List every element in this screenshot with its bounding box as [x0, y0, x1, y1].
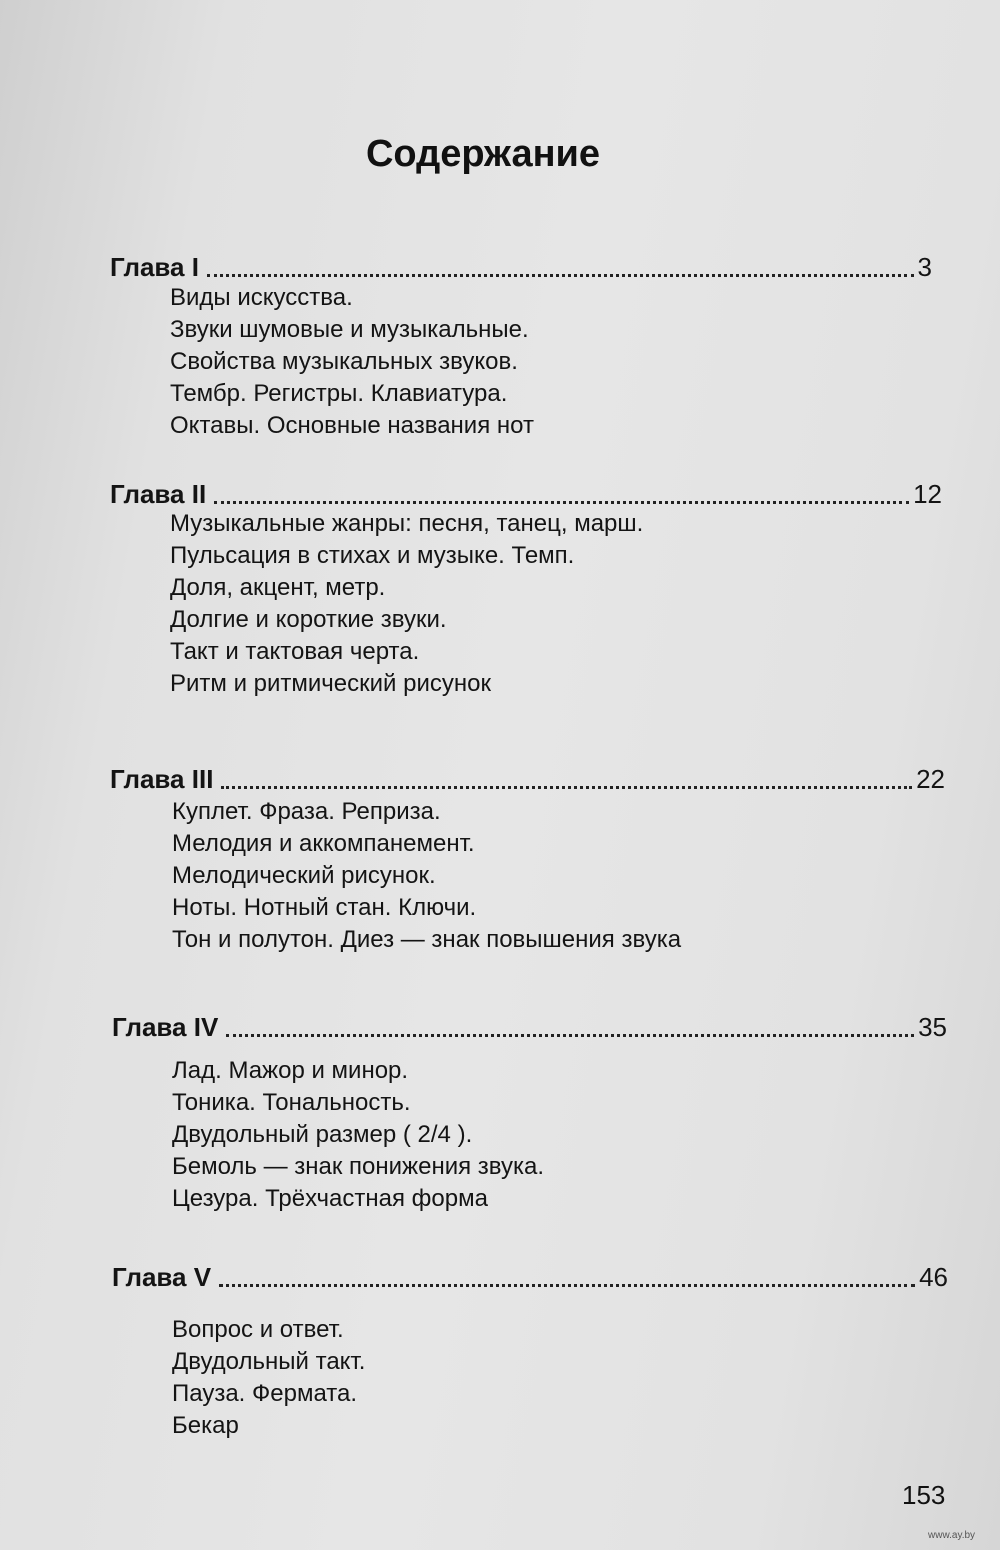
chapter-page-number: 3	[917, 252, 932, 282]
list-item: Тембр. Регистры. Клавиатура.	[170, 380, 508, 407]
chapter-page-number: 22	[916, 764, 945, 794]
dot-leader	[226, 1034, 914, 1037]
list-item: Звуки шумовые и музыкальные.	[170, 316, 529, 343]
chapter-label: Глава V	[112, 1262, 212, 1292]
topic-list	[172, 796, 681, 956]
bleed-through-decoration	[764, 20, 770, 43]
list-item: Пульсация в стихах и музыке. Темп.	[170, 542, 575, 569]
chapter-label: Глава II	[110, 479, 207, 509]
list-item: Музыкальные жанры: песня, танец, марш.	[170, 510, 644, 537]
dot-leader	[221, 786, 912, 789]
list-item: Свойства музыкальных звуков.	[170, 348, 518, 375]
chapter-label: Глава III	[110, 764, 214, 794]
list-item: Тон и полутон. Диез — знак повышения звука	[172, 926, 682, 953]
topic-list	[170, 508, 643, 700]
chapter-page-number: 12	[913, 479, 942, 509]
list-item: Вопрос и ответ.	[172, 1316, 344, 1343]
watermark: www.ay.by	[928, 1530, 976, 1541]
list-item: Виды искусства.	[170, 284, 353, 311]
list-item: Лад. Мажор и минор.	[172, 1057, 409, 1084]
list-item: Доля, акцент, метр.	[170, 574, 386, 601]
topic-list	[170, 282, 534, 442]
topic-list	[172, 1055, 544, 1215]
dot-leader	[214, 501, 909, 504]
page-title: Содержание	[365, 133, 601, 175]
chapter-row	[112, 1012, 947, 1046]
list-item: Бемоль — знак понижения звука.	[172, 1153, 545, 1180]
list-item: Двудольный такт.	[172, 1348, 366, 1375]
list-item: Цезура. Трёхчастная форма	[172, 1185, 488, 1212]
list-item: Куплет. Фраза. Реприза.	[172, 798, 441, 825]
footer-page-number: 153	[902, 1480, 946, 1510]
list-item: Двудольный размер ( 2/4 ).	[172, 1121, 473, 1148]
topic-list	[172, 1314, 365, 1442]
chapter-row	[110, 764, 945, 798]
list-item: Ноты. Нотный стан. Ключи.	[172, 894, 477, 921]
dot-leader	[207, 274, 914, 277]
list-item: Пауза. Фермата.	[172, 1380, 358, 1407]
list-item: Такт и тактовая черта.	[170, 638, 420, 665]
list-item: Ритм и ритмический рисунок	[170, 670, 491, 697]
list-item: Октавы. Основные названия нот	[170, 412, 534, 439]
dot-leader	[219, 1284, 915, 1287]
chapter-row	[110, 252, 932, 286]
list-item: Тоника. Тональность.	[172, 1089, 411, 1116]
chapter-page-number: 35	[918, 1012, 947, 1042]
chapter-label: Глава IV	[112, 1012, 219, 1042]
chapter-page-number: 46	[919, 1262, 948, 1292]
list-item: Бекар	[172, 1412, 239, 1439]
list-item: Долгие и короткие звуки.	[170, 606, 447, 633]
chapter-label: Глава I	[110, 252, 199, 282]
list-item: Мелодический рисунок.	[172, 862, 436, 889]
list-item: Мелодия и аккомпанемент.	[172, 830, 475, 857]
chapter-row	[112, 1262, 948, 1296]
